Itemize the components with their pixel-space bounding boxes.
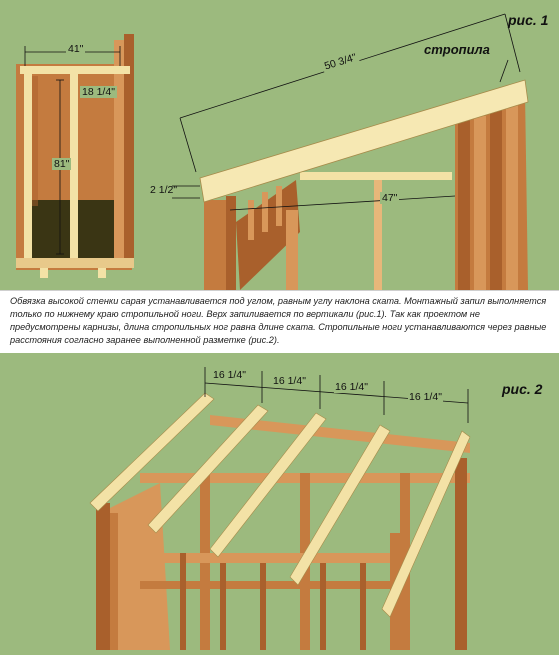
figure-2 <box>0 353 559 650</box>
figure-1-label: рис. 1 <box>508 12 549 28</box>
dimension-stud: 18 1/4" <box>82 86 115 98</box>
dimension-span: 47" <box>382 192 398 204</box>
spacing-label-4: 16 1/4" <box>409 391 442 403</box>
spacing-label-2: 16 1/4" <box>273 375 306 387</box>
side-wall-frame <box>200 80 528 290</box>
caption-band <box>0 290 559 354</box>
top-plate <box>20 66 130 74</box>
caption-text: Обвязка высокой стенки сарая устанавливается под углом, равным углу наклона ската. Монтажный запил выполняется только по нижнему краю стропильной ноги. Верх запиливается по вертикали (рис.1). Так как проектом не предусмотрены карнизы, длина стропильных ног равна длине ската. Стропильные ноги устанавливаются через равные расстояния согласно заранее выполненной разметке (рис.2). <box>10 296 547 345</box>
dimension-rafter: 50 3/4" <box>322 51 358 73</box>
spacing-label-1: 16 1/4" <box>213 369 246 381</box>
bottom-plate <box>16 258 134 268</box>
front-wall-frame <box>16 34 134 278</box>
dimension-tall: 2 1/2" <box>150 184 178 196</box>
dimension-width: 41" <box>68 43 84 55</box>
dimension-height: 81" <box>54 158 70 170</box>
figure-2-label: рис. 2 <box>502 381 543 397</box>
spacing-label-3: 16 1/4" <box>335 381 368 393</box>
rafter-label: стропила <box>424 42 490 57</box>
figure-1 <box>0 0 559 290</box>
figure-2-drawing <box>0 353 559 650</box>
